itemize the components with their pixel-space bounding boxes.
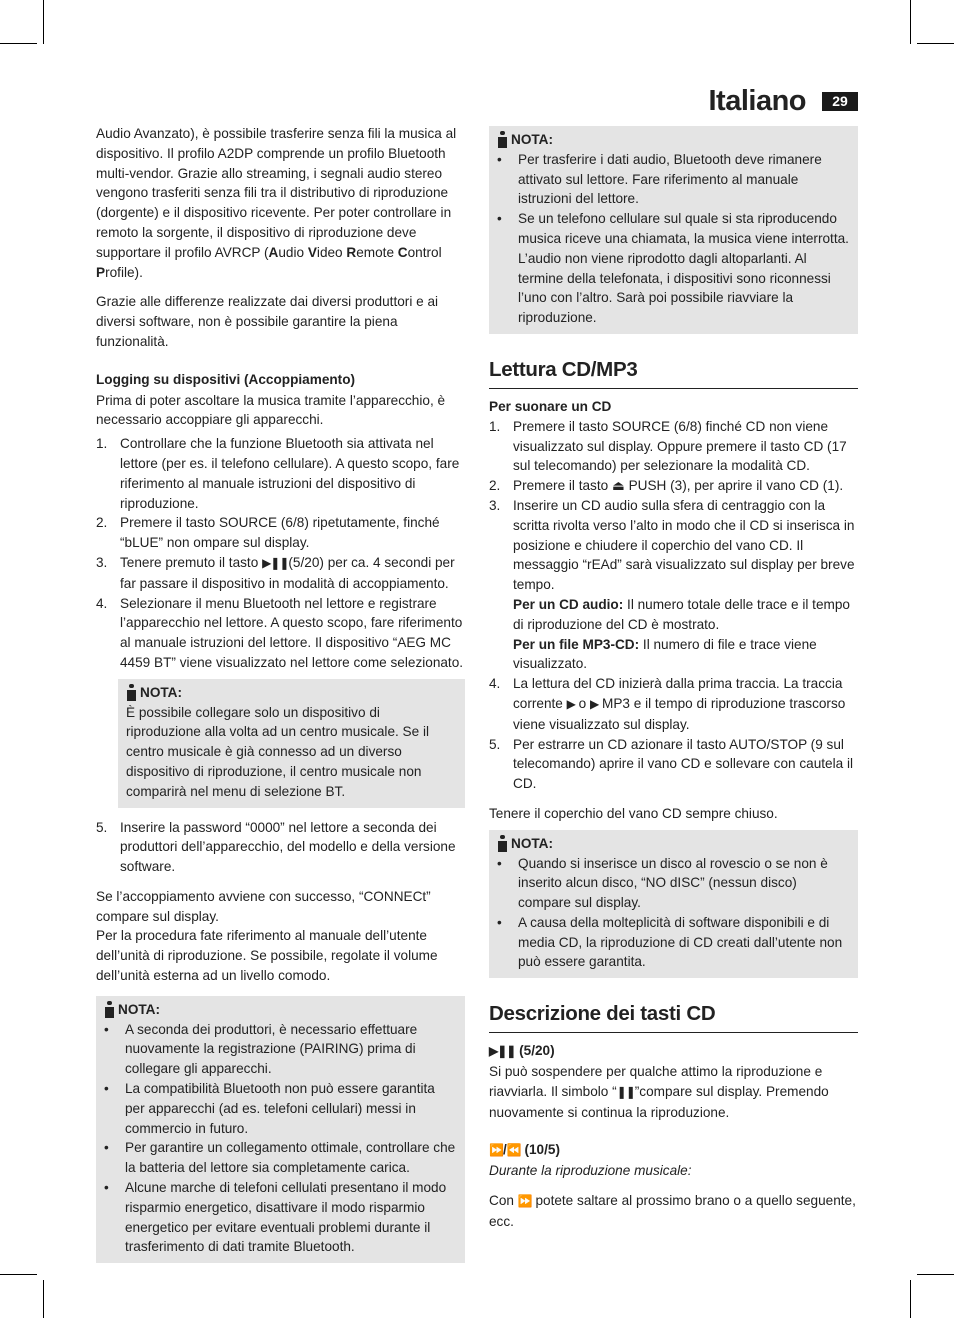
success-text: Se l’accoppiamento avviene con successo, “CONNECt” compare sul display. xyxy=(96,888,431,924)
crop-mark xyxy=(43,1280,44,1318)
compat-paragraph: Grazie alle differenze realizzate dai diversi produttori e ai diversi software, non è possibile garantire la piena funzionalità. xyxy=(96,294,439,349)
skip-forward-icon: ⏩ xyxy=(517,1194,532,1209)
right-column xyxy=(489,124,858,1232)
play-pause-icon: ▶❚❚ xyxy=(489,1044,516,1059)
list-item: 1. Controllare che la funzione Bluetooth sia attivata nel lettore (per es. il telefono cellulare). A questo scopo, fare riferimento al manuale istruzioni del dispositivo di riproduzione. xyxy=(96,436,460,511)
pairing-steps xyxy=(96,434,465,673)
section-heading: Lettura CD/MP3 xyxy=(489,356,858,389)
list-item: 5. Per estrarre un CD azionare il tasto AUTO/STOP (9 sul telecomando) aprire il vano CD e sollevare con cautela il CD. xyxy=(489,736,854,792)
crop-mark xyxy=(917,1274,954,1275)
cd-subheading: Per suonare un CD xyxy=(489,398,612,414)
cd-closed-text: Tenere il coperchio del vano CD sempre chiuso. xyxy=(489,805,778,821)
procedure-text: Per la procedura fate riferimento al manuale dell’utente dell’unità di riproduzione. Se possibile, regolate il volume dell’unità esterna ad un livello comodo. xyxy=(96,928,438,984)
list-item: • La compatibilità Bluetooth non può essere garantita per apparecchi (ad es. telefoni cellulari) messi in commercio in futuro. xyxy=(104,1079,457,1138)
info-icon xyxy=(497,131,508,148)
list-item: 4. La lettura del CD inizierà dalla prima traccia. La traccia corrente ▶ o ▶ MP3 e il tempo di riproduzione trascorso viene visualizzato sul display. xyxy=(489,676,846,732)
crop-mark xyxy=(917,43,954,44)
crop-mark xyxy=(0,43,37,44)
note-box: NOTA: È possibile collegare solo un dispositivo di riproduzione alla volta ad un centro musicale. Se il centro musicale è già connesso ad un diverso dispositivo di riproduzione, il centro musicale non comparirà nel menu di selezione BT. xyxy=(118,679,465,808)
left-column xyxy=(96,124,465,1273)
list-item: • A causa della molteplicità di software disponibili e di media CD, la riproduzione di CD creati dall’utente non può essere garantita. xyxy=(497,913,850,972)
list-item: • Se un telefono cellulare sul quale si sta riproducendo musica riceve una chiamata, la musica viene interrotta. L’audio non viene riprodotto dagli altoparlanti. Al termine della telefonata, i dispositivi sono riconnessi l’uno con l’altro. Sarà poi possibile riavviare la riproduzione. xyxy=(497,209,850,328)
list-item: 2. Premere il tasto ⏏ PUSH (3), per aprire il vano CD (1). xyxy=(489,478,844,494)
play-icon: ▶ xyxy=(566,696,575,711)
section-heading: Descrizione dei tasti CD xyxy=(489,1000,858,1033)
list-item: 3. Tenere premuto il tasto ▶❚❚(5/20) per ca. 4 secondi per far passare il dispositivo in modalità di accoppiamento. xyxy=(96,554,455,591)
cd-steps xyxy=(489,417,858,794)
list-item: 3. Inserire un CD audio sulla sfera di centraggio con la scritta rivolta verso l’alto in modo che il CD si inserisca in posizione e chiudere il coperchio del vano CD. Il messaggio “rEAd” sarà visualizzato sul display per breve tempo. Per un CD audio: Il numero totale delle trace e il tempo di riproduzione del CD è mostrato. Per un file MP3-CD: Il numero di file e trace viene visualizzato. xyxy=(489,497,855,672)
key-label: ⏩/⏪ (10/5) xyxy=(489,1142,560,1158)
pause-icon: ❚❚ xyxy=(616,1084,635,1099)
list-item: • Per trasferire i dati audio, Bluetooth deve rimanere attivato sul lettore. Fare riferimento al manuale istruzioni del lettore. xyxy=(497,150,850,209)
play-icon: ▶ xyxy=(590,696,599,711)
page-title: Italiano xyxy=(708,85,806,117)
pairing-title: Logging su dispositivi (Accoppiamento) xyxy=(96,371,356,387)
note-box: NOTA: • Per trasferire i dati audio, Bluetooth deve rimanere attivato sul lettore. Fare riferimento al manuale istruzioni del lettore. • Se un telefono cellulare sul quale si sta riproducendo musica riceve una chiamata, la musica viene interrotta. L’audio non viene riprodotto dagli altoparlanti. Al termine della telefonata, i dispositivi sono riconnessi l’uno con l’altro. Sarà poi possibile riavviare la riproduzione. xyxy=(489,126,858,334)
skip-forward-icon: ⏩ xyxy=(489,1143,503,1158)
pairing-steps-cont xyxy=(96,818,465,877)
skip-back-icon: ⏪ xyxy=(506,1143,521,1158)
list-item: 2. Premere il tasto SOURCE (6/8) ripetutamente, finché “bLUE” non ompare sul display. xyxy=(96,515,440,551)
play-pause-icon: ▶❚❚ xyxy=(262,555,289,570)
list-item: • Per garantire un collegamento ottimale, controllare che la batteria del lettore sia completamente carica. xyxy=(104,1138,457,1178)
key-label: ▶❚❚ (5/20) xyxy=(489,1043,555,1059)
info-icon xyxy=(497,835,508,852)
info-icon xyxy=(126,684,137,701)
crop-mark xyxy=(910,0,911,44)
pairing-intro: Prima di poter ascoltare la musica tramite l’apparecchio, è necessario accoppiare gli apparecchi. xyxy=(96,392,446,428)
crop-mark xyxy=(43,0,44,44)
list-item: 5. Inserire la password “0000” nel lettore a seconda dei produttori dell’apparecchio, del modello e della versione software. xyxy=(96,819,456,875)
note-box: NOTA: • A seconda dei produttori, è necessario effettuare nuovamente la registrazione (PAIRING) prima di collegare gli apparecchi. • La compatibilità Bluetooth non può essere garantita per apparecchi (ad es. telefoni cellulari) messi in commercio in futuro. • Per garantire un collegamento ottimale, controllare che la batteria del lettore sia completamente carica. • Alcune marche di telefoni cellulati presentano il modo risparmio energetico, disattivare il modo risparmio energetico per evitare eventuali problemi durante il trasferimento di dati tramite Bluetooth. xyxy=(96,996,465,1263)
list-item: • A seconda dei produttori, è necessario effettuare nuovamente la registrazione (PAIRING) prima di collegare gli apparecchi. xyxy=(104,1020,457,1079)
intro-paragraph: Audio Avanzato), è possibile trasferire senza fili la musica al dispositivo. Il profilo A2DP comprende un profilo Bluetooth multi-vendor. Grazie allo streaming, i segnali audio stereo vengono trasferiti senza fili tra il distributivo di riproduzione (dorgente) e il dispositivo ricevente. Per poter controllare in remoto la sorgente, il dispositivo di riproduzione deve supportare il profilo AVRCP (Audio Video Remote Control Profile). xyxy=(96,126,457,280)
key-subtitle: Durante la riproduzione musicale: xyxy=(489,1163,692,1179)
list-item: 4. Selezionare il menu Bluetooth nel lettore e registrare l’apparecchio nel lettore. A questo scopo, fare riferimento al manuale istruzioni del lettore. Il dispositivo “AEG MC 4459 BT” viene visualizzato nel lettore come selezionato. xyxy=(96,595,464,670)
list-item: • Alcune marche di telefoni cellulati presentano il modo risparmio energetico, disattivare il modo risparmio energetico per evitare eventuali problemi durante il trasferimento di dati tramite Bluetooth. xyxy=(104,1178,457,1257)
page-number: 29 xyxy=(822,92,858,111)
key-description: Con ⏩ potete saltare al prossimo brano o a quello seguente, ecc. xyxy=(489,1193,856,1229)
key-description: Si può sospendere per qualche attimo la riproduzione e riavviarla. Il simbolo “❚❚”compare sul display. Premendo nuovamente si continua la riproduzione. xyxy=(489,1064,829,1120)
list-item: 1. Premere il tasto SOURCE (6/8) finché CD non viene visualizzato sul display. Oppure premere il tasto CD (17 sul telecomando) per selezionare la modalità CD. xyxy=(489,418,847,474)
crop-mark xyxy=(910,1280,911,1318)
note-text: È possibile collegare solo un dispositivo di riproduzione alla volta ad un centro musicale. Se il centro musicale è già connesso ad un diverso dispositivo di riproduzione, il centro musicale non comparirà nel menu di selezione BT. xyxy=(126,704,430,799)
list-item: • Quando si inserisce un disco al rovescio o se non è inserito alcun disco, “NO dISC” (nessun disco) compare sul display. xyxy=(497,854,850,913)
note-box: NOTA: • Quando si inserisce un disco al rovescio o se non è inserito alcun disco, “NO dISC” (nessun disco) compare sul display. • A causa della molteplicità di software disponibili e di media CD, la riproduzione di CD creati dall’utente non può essere garantita. xyxy=(489,830,858,979)
eject-icon: ⏏ xyxy=(611,478,625,494)
info-icon xyxy=(104,1001,115,1018)
crop-mark xyxy=(0,1274,37,1275)
